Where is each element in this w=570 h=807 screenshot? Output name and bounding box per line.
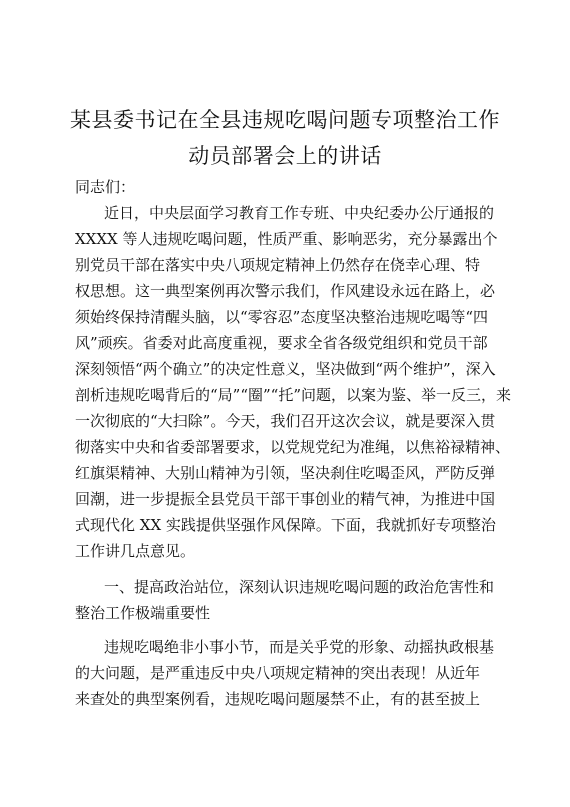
- paragraph-1-line: 别党员干部在落实中央八项规定精神上仍然存在侥幸心理、特: [75, 256, 481, 274]
- paragraph-1-line: 回潮，进一步提振全县党员干部干事创业的精气神，为推进中国: [75, 490, 496, 508]
- paragraph-1-line: XXXX 等人违规吃喝问题，性质严重、影响恶劣，充分暴露出个: [75, 230, 498, 248]
- document-title-line-1: 某县委书记在全县违规吃喝问题专项整治工作: [70, 108, 500, 132]
- paragraph-1-line: 红旗渠精神、大别山精神为引领，坚决刹住吃喝歪风，严防反弹: [75, 464, 496, 482]
- paragraph-1-line: 权思想。这一典型案例再次警示我们，作风建设永远在路上，必: [75, 282, 496, 300]
- paragraph-2-line: 的大问题，是严重违反中央八项规定精神的突出表现！从近年: [75, 664, 481, 682]
- paragraph-1-line: 剖析违规吃喝背后的“局”“圈”“托”问题，以案为鉴、举一反三，来: [75, 386, 512, 404]
- section-1-heading-line: 整治工作极端重要性: [75, 604, 211, 622]
- paragraph-1-line: 一次彻底的“大扫除”。今天，我们召开这次会议，就是要深入贯: [75, 412, 496, 430]
- paragraph-1-line: 风”顽疾。省委对此高度重视，要求全省各级党组织和党员干部: [75, 334, 488, 352]
- paragraph-2-line: 来查处的典型案例看，违规吃喝问题屡禁不止，有的甚至披上: [75, 690, 481, 708]
- document-title-line-2: 动员部署会上的讲话: [188, 144, 382, 168]
- paragraph-1-line: 彻落实中央和省委部署要求，以党规党纪为准绳，以焦裕禄精神、: [75, 438, 511, 456]
- paragraph-1-line: 工作讲几点意见。: [75, 542, 196, 560]
- paragraph-1-line: 式现代化 XX 实践提供坚强作风保障。下面，我就抓好专项整治: [75, 516, 496, 534]
- paragraph-1-line: 近日，中央层面学习教育工作专班、中央纪委办公厅通报的: [104, 204, 495, 222]
- section-1-heading-line: 一、提高政治站位，深刻认识违规吃喝问题的政治危害性和: [104, 578, 495, 596]
- paragraph-1-line: 深刻领悟“两个确立”的决定性意义，坚决做到“两个维护”，深入: [75, 360, 496, 378]
- salutation: 同志们：: [75, 178, 136, 196]
- paragraph-1-line: 须始终保持清醒头脑，以“零容忍”态度坚决整治违规吃喝等“四: [75, 308, 489, 326]
- paragraph-2-line: 违规吃喝绝非小事小节，而是关乎党的形象、动摇执政根基: [104, 638, 495, 656]
